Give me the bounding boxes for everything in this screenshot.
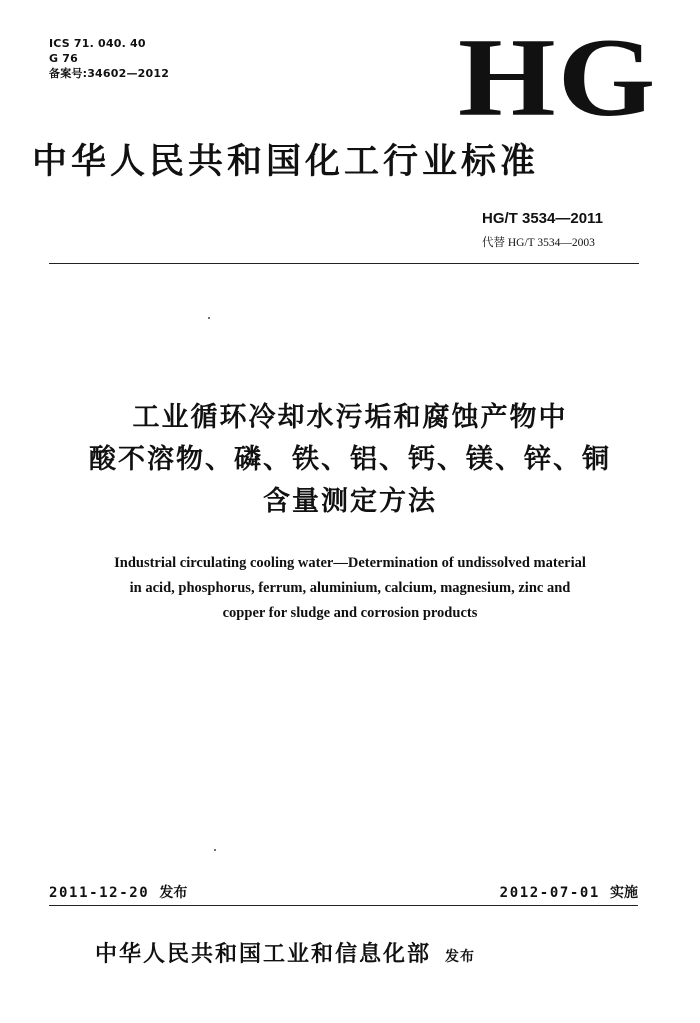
classification-block: [49, 36, 169, 81]
top-rule: [49, 263, 639, 264]
effective-label: 实施: [610, 885, 638, 901]
effective-date-block: [500, 882, 638, 902]
ics-code: ICS 71. 040. 40: [49, 37, 146, 50]
g-code: G 76: [49, 52, 78, 65]
issue-date-block: [49, 882, 187, 902]
replaces-standard: 代替 HG/T 3534—2003: [482, 237, 595, 249]
issue-label: 发布: [159, 885, 188, 901]
title-chinese: [40, 397, 660, 523]
title-cn-line-3: 含量测定方法: [263, 486, 437, 517]
bottom-rule: [49, 905, 638, 906]
title-en-line-2: in acid, phosphorus, ferrum, aluminium, calcium, magnesium, zinc and: [129, 580, 571, 596]
effective-date: 2012-07-01: [499, 885, 600, 901]
record-number: 备案号:34602—2012: [49, 67, 170, 80]
publisher-block: [95, 937, 475, 968]
title-en-line-3: copper for sludge and corrosion products: [222, 605, 478, 621]
title-cn-line-2: 酸不溶物、磷、铁、铝、钙、镁、锌、铜: [89, 444, 611, 475]
title-english: [30, 551, 670, 626]
title-en-line-1: Industrial circulating cooling water—Determination of undissolved material: [114, 555, 586, 571]
publisher-name: 中华人民共和国工业和信息化部: [95, 941, 432, 967]
standard-number: HG/T 3534—2011: [482, 210, 603, 227]
scan-speck: [214, 849, 216, 851]
publisher-label: 发布: [445, 949, 476, 965]
scan-speck: [208, 317, 210, 319]
issue-date: 2011-12-20: [49, 885, 150, 901]
standard-heading: 中华人民共和国化工行业标准: [32, 141, 540, 182]
title-cn-line-1: 工业循环冷却水污垢和腐蚀产物中: [132, 402, 568, 433]
hg-logo: HG: [458, 16, 658, 140]
